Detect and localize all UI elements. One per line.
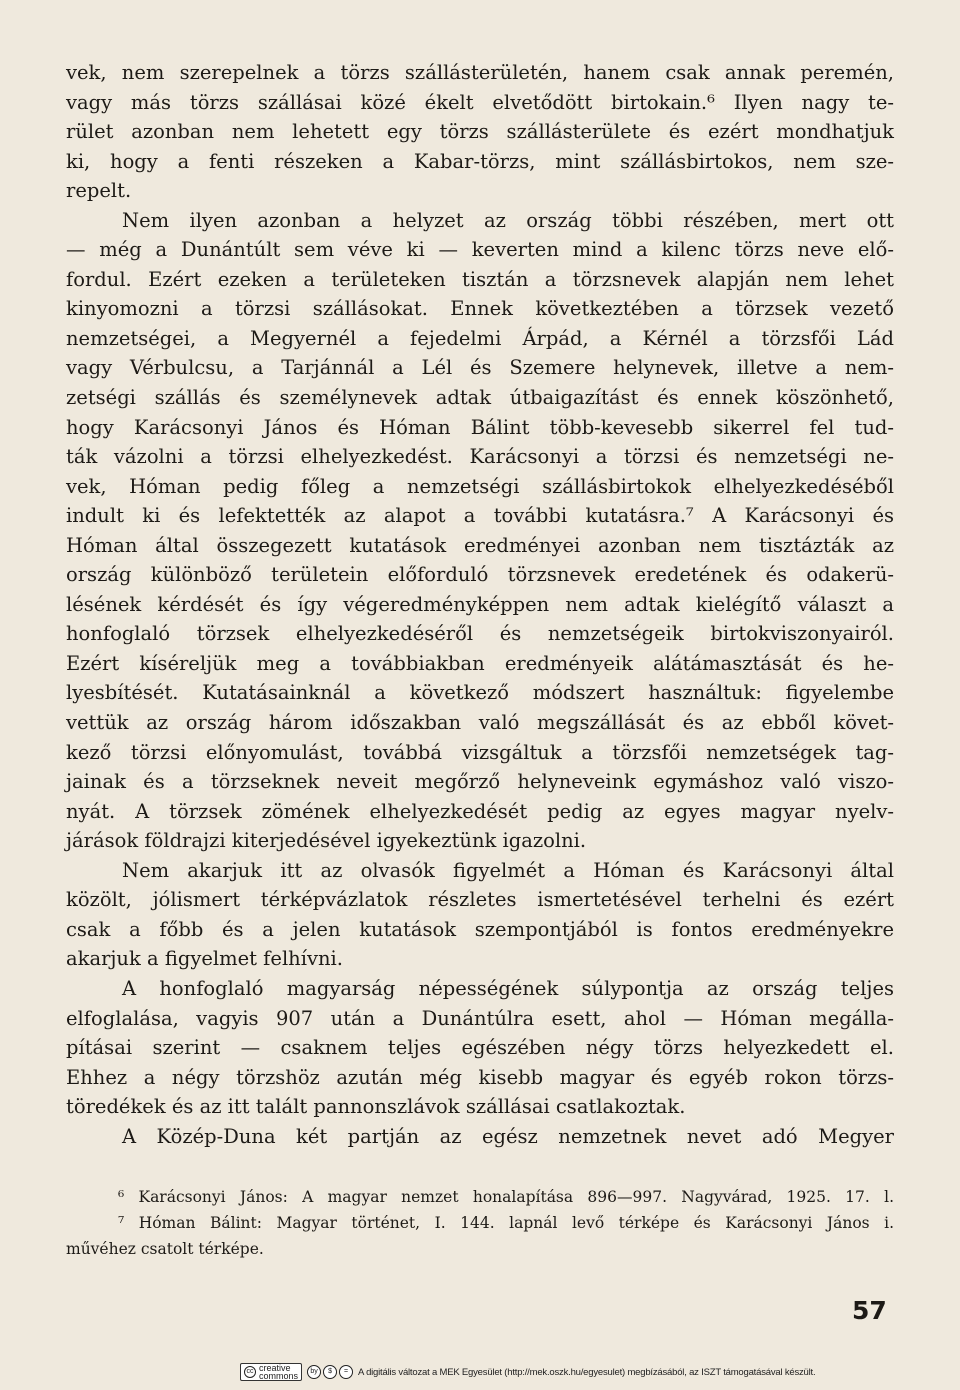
text-line: közölt, jólismert térképvázlatok részletes ismertetésével terhelni és ezért <box>66 888 894 912</box>
text-line: honfoglaló törzsek elhelyezkedéséről és nemzetségeik birtokviszonyairól. <box>66 622 894 646</box>
footnote-line: ⁷ Hóman Bálint: Magyar történet, I. 144. lapnál levő térképe és Karácsonyi János i. <box>118 1214 894 1232</box>
text-line: Hóman által összegezett kutatások eredményei azonban nem tisztázták az <box>66 533 894 557</box>
text-line: vagy más törzs szállásai közé ékelt elvetődött birtokain.⁶ Ilyen nagy te- <box>66 90 894 114</box>
text-line: vek, nem szerepelnek a törzs szállásterületén, hanem csak annak peremén, <box>66 61 894 84</box>
text-line: kinyomozni a törzsi szállásokat. Ennek következtében a törzsek vezető <box>66 297 894 321</box>
text-line: lyesbítését. Kutatásainknál a következő módszert használtuk: figyelembe <box>66 681 894 705</box>
attribution-icon: by <box>307 1365 321 1379</box>
text-line: Ezért kíséreljük meg a továbbiakban eredményeik alátámasztását és he- <box>66 651 894 675</box>
text-line: töredékek és az itt talált pannonszlávok szállásai csatlakoztak. <box>66 1095 686 1119</box>
text-line: csak a főbb és a jelen kutatások szempontjából is fontos eredményekre <box>66 917 894 941</box>
license-footer <box>240 1362 816 1382</box>
page-number: 57 <box>852 1296 887 1325</box>
text-line: ták vázolni a törzsi elhelyezkedést. Karácsonyi a törzsi és nemzetségi ne- <box>66 445 894 469</box>
cc-logo-icon: cc <box>244 1366 256 1378</box>
text-line: Nem akarjuk itt az olvasók figyelmét a Hóman és Karácsonyi által <box>122 858 894 882</box>
text-line: fordul. Ezért ezeken a területeken tisztán a törzsnevek alapján nem lehet <box>66 267 894 291</box>
text-line: pításai szerint — csaknem teljes egészében négy törzs helyezkedett el. <box>66 1036 894 1060</box>
text-line: hogy Karácsonyi János és Hóman Bálint több-kevesebb sikerrel fel tud- <box>66 415 894 439</box>
cc-badge-top: creative <box>259 1363 291 1373</box>
footnotes <box>66 1184 894 1262</box>
text-line: ki, hogy a fenti részeken a Kabar-törzs, mint szállásbirtokos, nem sze- <box>66 149 894 173</box>
text-line: elfoglalása, vagyis 907 után a Dunántúlra esett, ahol — Hóman megálla- <box>66 1006 894 1030</box>
text-line: A Közép-Duna két partján az egész nemzetnek nevet adó Megyer <box>122 1124 894 1148</box>
text-line: akarjuk a figyelmet felhívni. <box>66 947 343 971</box>
text-line: ország különböző területein előforduló törzsnevek eredetének és odakerü- <box>66 563 894 587</box>
license-icons <box>307 1365 353 1379</box>
creative-commons-badge[interactable] <box>240 1363 302 1381</box>
text-line: nyát. A törzsek zömének elhelyezkedését pedig az egyes magyar nyelv- <box>66 799 894 823</box>
text-line: vek, Hóman pedig főleg a nemzetségi szállásbirtokok elhelyezkedéséből <box>66 474 894 498</box>
text-line: indult ki és lefektették az alapot a további kutatásra.⁷ A Karácsonyi és <box>66 504 894 528</box>
footnote-line: művéhez csatolt térképe. <box>66 1240 264 1258</box>
noncommercial-icon: $ <box>323 1365 337 1379</box>
text-line: jainak és a törzseknek neveit megőrző helyneveink egymáshoz való viszo- <box>66 770 894 794</box>
body-text <box>66 58 894 1151</box>
noderivatives-icon: = <box>339 1365 353 1379</box>
text-line: lésének kérdését és így végeredményképpen nem adtak kielégítő választ a <box>66 592 894 616</box>
cc-badge-bottom: commons <box>259 1371 299 1381</box>
footnote-line: ⁶ Karácsonyi János: A magyar nemzet honalapítása 896—997. Nagyvárad, 1925. 17. l. <box>118 1188 894 1206</box>
text-line: — még a Dunántúlt sem véve ki — keverten mind a kilenc törzs neve elő- <box>66 238 894 262</box>
text-line: vagy Vérbulcsu, a Tarjánnál a Lél és Szemere helynevek, illetve a nem- <box>66 356 894 380</box>
text-line: zetségi szállás és személynevek adtak útbaigazítást és ennek köszönhető, <box>66 386 894 410</box>
text-line: vettük az ország három időszakban való megszállását és az ebből követ- <box>66 711 894 735</box>
text-line: kező törzsi előnyomulást, továbbá vizsgáltuk a törzsfői nemzetségek tag- <box>66 740 894 764</box>
text-line: A honfoglaló magyarság népességének súlypontja az ország teljes <box>122 976 894 1000</box>
text-line: nemzetségei, a Megyernél a fejedelmi Árpád, a Kérnél a törzsfői Lád <box>66 326 894 350</box>
license-text: A digitális változat a MEK Egyesület (http://mek.oszk.hu/egyesulet) megbízásából, az ISZT támogatásával készült. <box>358 1366 816 1378</box>
text-line: járások földrajzi kiterjedésével igyekeztünk igazolni. <box>66 829 587 853</box>
text-line: repelt. <box>66 179 132 203</box>
text-line: Ehhez a négy törzshöz azután még kisebb magyar és egyéb rokon törzs- <box>66 1065 894 1089</box>
text-line: rület azonban nem lehetett egy törzs szállásterülete és ezért mondhatjuk <box>66 120 894 144</box>
text-line: Nem ilyen azonban a helyzet az ország többi részében, mert ott <box>122 208 894 232</box>
